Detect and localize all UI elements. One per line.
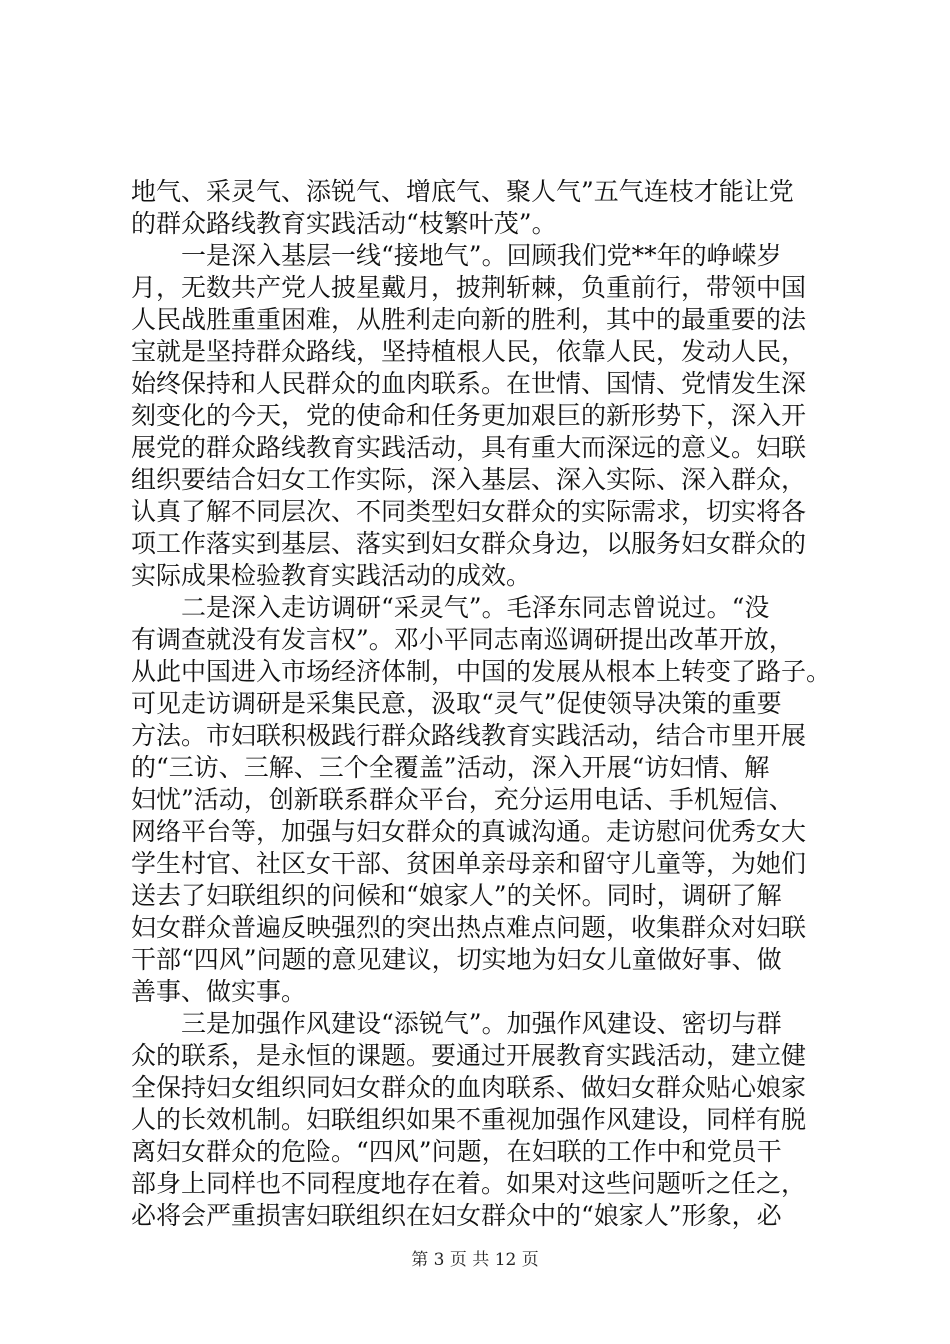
text-line: 人的长效机制。妇联组织如果不重视加强作风建设，同样有脱 [131,1105,807,1134]
text-line: 一是深入基层一线“接地气”。回顾我们党**年的峥嵘岁 [131,241,782,270]
text-line: 展党的群众路线教育实践活动，具有重大而深远的意义。妇联 [131,433,807,462]
text-line: 二是深入走访调研“采灵气”。毛泽东同志曾说过。“没 [131,593,770,622]
text-line: 善事、做实事。 [131,977,307,1006]
text-line: 众的联系，是永恒的课题。要通过开展教育实践活动，建立健 [131,1041,807,1070]
text-line: 的群众路线教育实践活动“枝繁叶茂”。 [131,209,557,238]
text-line: 宝就是坚持群众路线，坚持植根人民，依靠人民，发动人民， [131,337,807,366]
text-line: 方法。市妇联积极践行群众路线教育实践活动，结合市里开展 [131,721,807,750]
page-number-footer: 第 3 页 共 12 页 [411,1250,539,1270]
text-line: 从此中国进入市场经济体制，中国的发展从根本上转变了路子。 [131,657,832,686]
text-line: 离妇女群众的危险。“四风”问题，在妇联的工作中和党员干 [131,1137,782,1166]
text-line: 地气、采灵气、添锐气、增底气、聚人气”五气连枝才能让党 [131,177,794,206]
text-line: 的“三访、三解、三个全覆盖”活动，深入开展“访妇情、解 [131,753,770,782]
text-line: 妇女群众普遍反映强烈的突出热点难点问题，收集群众对妇联 [131,913,807,942]
body-text [131,176,831,1232]
text-line: 始终保持和人民群众的血肉联系。在世情、国情、党情发生深 [131,369,807,398]
text-line: 有调查就没有发言权”。邓小平同志南巡调研提出改革开放， [131,625,794,654]
text-line: 网络平台等，加强与妇女群众的真诚沟通。走访慰问优秀女大 [131,817,807,846]
text-line: 实际成果检验教育实践活动的成效。 [131,561,532,590]
text-line: 认真了解不同层次、不同类型妇女群众的实际需求，切实将各 [131,497,807,526]
text-line: 必将会严重损害妇联组织在妇女群众中的“娘家人”形象，必 [131,1201,782,1230]
text-line: 送去了妇联组织的问候和“娘家人”的关怀。同时，调研了解 [131,881,782,910]
text-line: 组织要结合妇女工作实际，深入基层、深入实际、深入群众， [131,465,807,494]
text-line: 刻变化的今天，党的使命和任务更加艰巨的新形势下，深入开 [131,401,807,430]
text-line: 学生村官、社区女干部、贫困单亲母亲和留守儿童等，为她们 [131,849,807,878]
text-line: 三是加强作风建设“添锐气”。加强作风建设、密切与群 [131,1009,782,1038]
text-line: 干部“四风”问题的意见建议，切实地为妇女儿童做好事、做 [131,945,782,974]
text-line: 部身上同样也不同程度地存在着。如果对这些问题听之任之， [131,1169,807,1198]
text-line: 人民战胜重重困难，从胜利走向新的胜利，其中的最重要的法 [131,305,807,334]
text-line: 妇忧”活动，创新联系群众平台，充分运用电话、手机短信、 [131,785,794,814]
text-line: 可见走访调研是采集民意，汲取“灵气”促使领导决策的重要 [131,689,782,718]
text-line: 全保持妇女组织同妇女群众的血肉联系、做妇女群众贴心娘家 [131,1073,807,1102]
text-line: 项工作落实到基层、落实到妇女群众身边，以服务妇女群众的 [131,529,807,558]
text-line: 月，无数共产党人披星戴月，披荆斩棘，负重前行，带领中国 [131,273,807,302]
